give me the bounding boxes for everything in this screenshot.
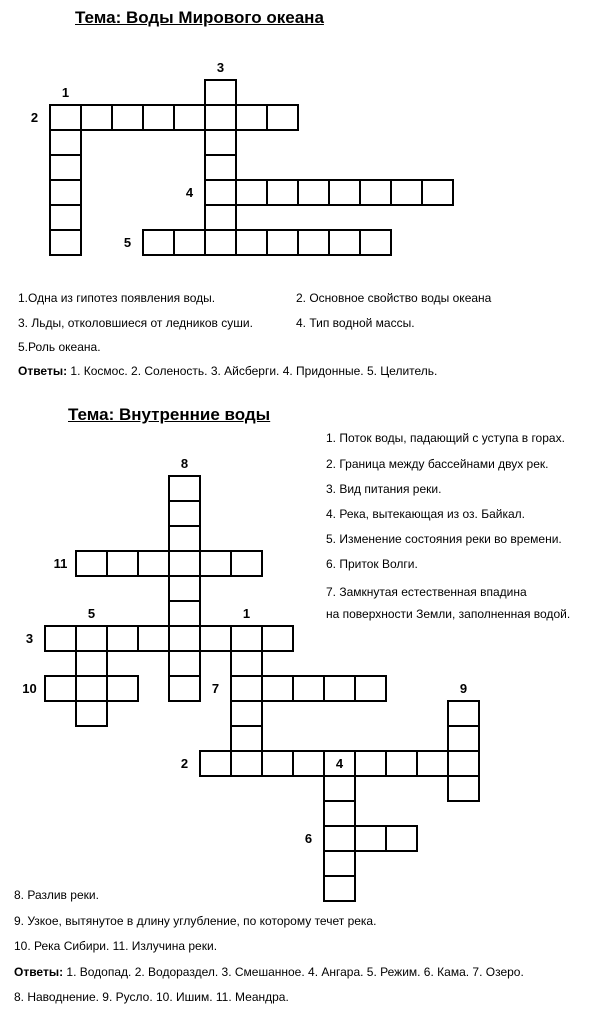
clue-number-5: 5 (123, 235, 132, 250)
clue-number-1: 1 (61, 85, 70, 100)
crossword2-answers (14, 965, 524, 979)
crossword-cell[interactable] (80, 104, 113, 131)
crossword-cell[interactable] (447, 725, 480, 752)
crossword-cell[interactable] (354, 750, 387, 777)
crossword-cell[interactable] (137, 625, 170, 652)
crossword-cell[interactable] (385, 750, 418, 777)
crossword1-clue-4: 4. Тип водной массы. (296, 316, 415, 330)
crossword-cell[interactable] (75, 550, 108, 577)
crossword-cell[interactable] (261, 750, 294, 777)
crossword1-answers-text: 1. Космос. 2. Соленость. 3. Айсберги. 4. Придонные. 5. Целитель. (70, 364, 438, 378)
crossword-cell[interactable] (235, 104, 268, 131)
crossword-cell[interactable] (75, 700, 108, 727)
clue-number-5: 5 (87, 606, 96, 621)
crossword2-clue-7a: 7. Замкнутая естественная впадина (326, 585, 527, 599)
crossword-cell[interactable] (359, 229, 392, 256)
crossword-cell[interactable] (266, 229, 299, 256)
crossword2-clue-9: 9. Узкое, вытянутое в длину углубление, по которому течет река. (14, 914, 377, 928)
crossword-cell[interactable] (204, 79, 237, 106)
crossword2-clue-3: 3. Вид питания реки. (326, 482, 442, 496)
crossword2-clue-10-11: 10. Река Сибири. 11. Излучина реки. (14, 939, 218, 953)
crossword-cell[interactable] (44, 625, 77, 652)
crossword-cell[interactable] (421, 179, 454, 206)
crossword-cell[interactable] (168, 550, 201, 577)
crossword-cell[interactable] (354, 825, 387, 852)
crossword-cell[interactable] (328, 179, 361, 206)
crossword1-answers-label: Ответы: (18, 364, 68, 378)
crossword-cell[interactable] (49, 104, 82, 131)
crossword2-answers-text-1: 1. Водопад. 2. Водораздел. 3. Смешанное. 4. Ангара. 5. Режим. 6. Кама. 7. Озеро. (66, 965, 524, 979)
clue-number-9: 9 (459, 681, 468, 696)
crossword-cell[interactable] (49, 154, 82, 181)
crossword-cell[interactable] (168, 500, 201, 527)
crossword-cell[interactable] (106, 675, 139, 702)
crossword-cell[interactable] (168, 475, 201, 502)
crossword1-answers (18, 364, 437, 378)
crossword-cell[interactable] (297, 229, 330, 256)
crossword-cell[interactable] (359, 179, 392, 206)
crossword-cell[interactable] (142, 229, 175, 256)
crossword2-clue-2: 2. Граница между бассейнами двух рек. (326, 457, 549, 471)
crossword2-answers-label: Ответы: (14, 965, 64, 979)
crossword-cell[interactable] (106, 625, 139, 652)
crossword-cell[interactable] (168, 675, 201, 702)
crossword-cell[interactable] (230, 750, 263, 777)
clue-number-2: 2 (180, 756, 189, 771)
crossword-cell[interactable] (235, 179, 268, 206)
crossword2-clue-5: 5. Изменение состояния реки во времени. (326, 532, 562, 546)
crossword-cell[interactable] (266, 104, 299, 131)
crossword-cell[interactable] (328, 229, 361, 256)
crossword-cell[interactable] (168, 625, 201, 652)
crossword2-clue-4: 4. Река, вытекающая из оз. Байкал. (326, 507, 525, 521)
clue-number-4: 4 (185, 185, 194, 200)
crossword-cell[interactable] (204, 179, 237, 206)
crossword-cell[interactable] (230, 550, 263, 577)
crossword-cell[interactable] (111, 104, 144, 131)
crossword-cell[interactable] (49, 204, 82, 231)
crossword-cell[interactable] (261, 625, 294, 652)
crossword-cell[interactable] (75, 625, 108, 652)
crossword-cell[interactable] (204, 129, 237, 156)
crossword-cell[interactable] (292, 675, 325, 702)
crossword1-clue-5: 5.Роль океана. (18, 340, 101, 354)
crossword-cell[interactable] (266, 179, 299, 206)
crossword-cell[interactable] (199, 750, 232, 777)
crossword-cell[interactable] (385, 825, 418, 852)
crossword1-title: Тема: Воды Мирового океана (75, 8, 324, 27)
crossword-cell[interactable] (199, 550, 232, 577)
crossword2-answers-text-2: 8. Наводнение. 9. Русло. 10. Ишим. 11. Меандра. (14, 990, 289, 1004)
crossword-cell[interactable] (142, 104, 175, 131)
clue-number-4: 4 (335, 756, 344, 771)
crossword-cell[interactable] (49, 229, 82, 256)
crossword2-clue-1: 1. Поток воды, падающий с уступа в горах. (326, 431, 565, 445)
crossword-cell[interactable] (168, 575, 201, 602)
crossword-cell[interactable] (323, 800, 356, 827)
clue-number-2: 2 (30, 110, 39, 125)
crossword-cell[interactable] (323, 675, 356, 702)
crossword-cell[interactable] (230, 675, 263, 702)
clue-number-6: 6 (304, 831, 313, 846)
clue-number-3: 3 (216, 60, 225, 75)
clue-number-10: 10 (22, 681, 37, 696)
crossword-cell[interactable] (235, 229, 268, 256)
clue-number-7: 7 (211, 681, 220, 696)
crossword2-title: Тема: Внутренние воды (68, 405, 271, 424)
crossword-cell[interactable] (230, 625, 263, 652)
crossword1-clue-3: 3. Льды, отколовшиеся от ледников суши. (18, 316, 253, 330)
crossword-cell[interactable] (323, 775, 356, 802)
crossword-cell[interactable] (168, 525, 201, 552)
crossword-cell[interactable] (230, 725, 263, 752)
crossword-cell[interactable] (204, 204, 237, 231)
crossword-cell[interactable] (323, 850, 356, 877)
crossword-cell[interactable] (323, 875, 356, 902)
crossword-cell[interactable] (390, 179, 423, 206)
crossword2-clue-6: 6. Приток Волги. (326, 557, 418, 571)
crossword-cell[interactable] (199, 625, 232, 652)
crossword-cell[interactable] (230, 700, 263, 727)
clue-number-3: 3 (25, 631, 34, 646)
crossword-cell[interactable] (173, 229, 206, 256)
crossword-cell[interactable] (168, 600, 201, 627)
crossword-cell[interactable] (416, 750, 449, 777)
clue-number-11: 11 (53, 556, 68, 571)
clue-number-8: 8 (180, 456, 189, 471)
crossword-cell[interactable] (447, 700, 480, 727)
crossword-cell[interactable] (230, 650, 263, 677)
crossword-cell[interactable] (297, 179, 330, 206)
crossword-cell[interactable] (75, 675, 108, 702)
crossword-cell[interactable] (261, 675, 294, 702)
crossword-cell[interactable] (292, 750, 325, 777)
crossword-cell[interactable] (447, 775, 480, 802)
crossword-cell[interactable] (204, 154, 237, 181)
clue-number-1: 1 (242, 606, 251, 621)
crossword1-clue-1: 1.Одна из гипотез появления воды. (18, 291, 216, 305)
crossword2-clue-8: 8. Разлив реки. (14, 888, 99, 902)
crossword-cell[interactable] (168, 650, 201, 677)
crossword-cell[interactable] (49, 179, 82, 206)
crossword-cell[interactable] (204, 104, 237, 131)
crossword-cell[interactable] (354, 675, 387, 702)
crossword-cell[interactable] (173, 104, 206, 131)
crossword-cell[interactable] (447, 750, 480, 777)
crossword-cell[interactable] (106, 550, 139, 577)
crossword-cell[interactable] (204, 229, 237, 256)
crossword-cell[interactable] (323, 825, 356, 852)
crossword-cell[interactable] (44, 675, 77, 702)
crossword-cell[interactable] (75, 650, 108, 677)
crossword1-clue-2: 2. Основное свойство воды океана (296, 291, 492, 305)
crossword2-clue-7b: на поверхности Земли, заполненная водой. (326, 607, 571, 621)
crossword-cell[interactable] (137, 550, 170, 577)
crossword-cell[interactable] (49, 129, 82, 156)
